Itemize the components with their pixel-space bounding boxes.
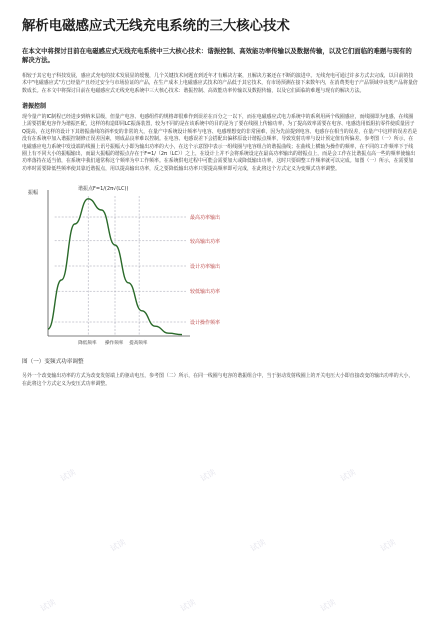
level-label: 较高输出功率 [190,239,221,246]
watermark-text: 试读 [378,537,398,554]
level-label: 设计操作频率 [190,320,221,327]
resonance-figure [22,178,272,353]
watermark-text: 试读 [338,467,358,484]
resonance-chart [22,178,272,353]
watermark-text: 试读 [178,597,198,614]
intro-paragraph: 相较于其它电子科技发展，感应式充电的技术发展显的缓慢，几个关键技术问题直到近年才有解决方案，且解决方案还在不断的演进中。无线充电可通过许多方式去完成，以目前的技术中"电磁感应式"方已经量产且经过安全与市场验证的产品，在生产成本上电磁感应式技术的产品低于其它技术，有市场预测在接下来数年内，在消费类电子产品领域中该类产品将量倍数成长。在本文中将探讨目前在电磁感应式无线充电系统中三大核心技术：谐振控制、高效能功率传输以及数据传输，以及它们面临的难题与现有的解决方法。 [22,72,418,94]
peak-formula-label: 谐振点F=1/(2π√(LC)) [78,186,129,193]
resonance-paragraph: 现今量产的IC制程已经进步到纳米层级，但量产电容、电感组件的规格却很难作到误差在百分之一以下，而在电磁感应式电力系统中的系利用两个线圈感应，而线圈即为电感，在线圈上需要搭配电容作为谐振匹配，这样的构造即同LC振荡装置，较为不同的是在该系统中的目的是为了要在线圈上传输功率，为了提高效率需要在电容、电感选用低阻抗零件使质量因子Q提高，在这样的设计下其谐振曲线的斜率变的非常的大，在量产中系统设计频率与电容、电感理想变的非常困难，因为先前提到电容、电感存在相当的误差，在量产中这样的误差若是没有在系统中加入谐振控制修正误差因素，则成品良率难以控制。在电容、电感误差下会搭配出偏移原设计谐振点频率，导致发射功率与设计预定值有所偏差。参考图（一）所示，在电磁感应电力系统中发设端的线圈上讯号振幅大小即为输出功率的大小，在这个示意图中表示一组线圈与电容组合的谐振曲线；在曲线上横轴为操作的频率，在不同的工作频率下于线圈上有不同大小的振幅输出，而最大振幅的谐振点存在于F=1/（2π（LC））之上，在设计上并不会将系统设定在最高功率输出的谐振点上，而是会工作在比谐振点高一些的频率使输出功率落持在适当值，在系统中我们通常称这个频率为中工作频率。在系统供电过程中可能会需要加大或降低输出功率，这时只要调整工作频率就可以完成。如图（一）所示，在需要加功率时需要降低些频率使其靠近谐振点，用以提高输出功率，反之要降低输出功率只要提高频率即可完成，在此将这个方式定义为变频式功率调整。 [22,114,418,172]
frequency-marker-label: 提高频率 [129,341,148,347]
watermark-text: 试读 [248,537,268,554]
frequency-marker-label: 降低频率 [78,341,97,347]
lead-paragraph: 在本文中将探讨目前在电磁感应式无线充电系统中三大核心技术：谐振控制、高效能功率传输以及数据传输，以及它们面临的难题与现有的解决方法。 [22,47,412,65]
level-label: 较低输出功率 [190,289,221,296]
watermark-text: 试读 [38,597,58,614]
watermark-text: 试读 [58,467,78,484]
watermark-text: 试读 [108,537,128,554]
level-label: 最高功率输出 [190,215,221,222]
page-title: 解析电磁感应式无线充电系统的三大核心技术 [22,19,290,34]
level-label: 设计功率输出 [190,264,221,271]
voltage-paragraph: 另外一个改变输出功率的方式为改变发射端上的驱动电压，参考图（二）所示，在同一线圈与电容的谐振组合中，当于驱动发射线圈上的开关电压大小即直接改变的输出功率的大小，在此将这个方式定义为变压式功率调整。 [22,373,414,387]
watermark-text: 试读 [198,467,218,484]
figure-caption: 图（一）变频式功率调整 [22,359,84,366]
section-heading-resonance: 谐振控制 [22,103,47,111]
y-axis-label: 振幅 [28,190,39,197]
watermark-text: 试读 [318,597,338,614]
frequency-marker-label: 操作频率 [105,341,124,347]
